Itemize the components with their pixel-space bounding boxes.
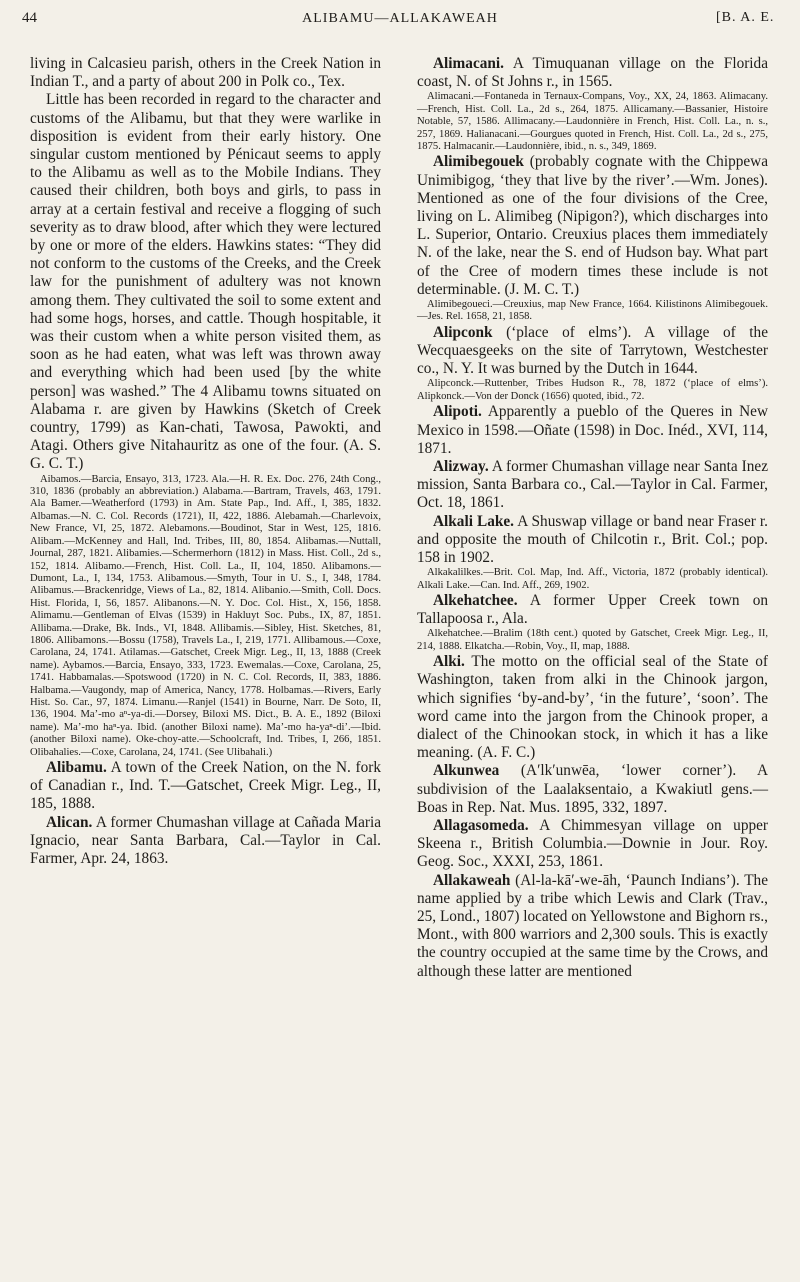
section-marker: [B. A. E. bbox=[716, 10, 775, 25]
entry-alizway bbox=[417, 458, 768, 513]
entry-head: Allagasomeda. bbox=[433, 816, 529, 834]
entry-alibamu bbox=[30, 759, 381, 814]
entry-head: Alipconk bbox=[433, 323, 493, 341]
entry-alimacani bbox=[417, 55, 768, 153]
entry-head: Alimibegouek bbox=[433, 153, 524, 171]
entry-text: Apparently a pueblo of the Queres in New Mexico in 1598.—Oñate (1598) in Doc. Inéd., XVI, 114, 1871. bbox=[417, 403, 768, 457]
entry-text: A town of the Creek Nation, on the N. fork of Canadian r., Ind. T.—Gatschet, Creek Migr. Leg., II, 185, 1888. bbox=[30, 759, 382, 813]
entry-allagasomeda bbox=[417, 817, 768, 872]
entry-text: (Al-la-kā′-we-āh, ‘Paunch Indians’). The name applied by a tribe which Lewis and Clark (Trav., 25, Lond., 1807) located on Yellowstone and Bighorn rs., Mont., with 800 warriors and 2,300 souls. This is exactly the country occupied at the same time by the Crows, and although these latter are mentioned bbox=[417, 871, 768, 980]
continuation-paragraph: living in Calcasieu parish, others in the Creek Nation in Indian T., and a party of about 200 in Polk co., Tex. bbox=[30, 55, 381, 91]
entry-citations: Alimibegoueci.—Creuxius, map New France, 1664. Kilistinons Alimibegouek.—Jes. Rel. 1658, 21, 1858. bbox=[417, 299, 768, 323]
entry-citations: Alkakalilkes.—Brit. Col. Map, Ind. Aff., Victoria, 1872 (probably identical). Alkali Lake.—Can. Ind. Aff., 269, 1902. bbox=[417, 567, 768, 591]
entry-head: Alki. bbox=[433, 653, 465, 671]
synonymy-citations: Aibamos.—Barcia, Ensayo, 313, 1723. Ala.—H. R. Ex. Doc. 276, 24th Cong., 310, 1836 (probably an abbreviation.) Alabama.—Bartram, Travels, 463, 1791. Ala Bamer.—Weatherford (1793) in Am. State Pap., Ind. Aff., I, 385, 1832. Albamas.—N. C. Col. Records (1721), II, 422, 1886. Alebamah.—Charlevoix, New France, VI, 25, 1872. Alebamons.—Boudinot, Star in West, 125, 1816. Alibam.—McKenney and Hall, Ind. Tribes, III, 80, 1854. Alibamas.—Nuttall, Journal, 287, 1821. Alibamies.—Schermerhorn (1812) in Mass. Hist. Coll., 2d s., 152, 1814. Alibamo.—French, Hist. Coll. La., II, 104, 1850. Alibamons.—Dumont, La., I, 134, 1753. Alibamous.—Smyth, Tour in U. S., I, 348, 1784. Alibamus.—Brackenridge, Views of La., 82, 1814. Alibanio.—Smith, Coll. Docs. Hist. Florida, I, 56, 1857. Alibanons.—N. Y. Doc. Col. Hist., X, 156, 1858. Alimamu.—Gentleman of Elvas (1539) in Hakluyt Soc. Pubs., IX, 87, 1851. Allibama.—Drake, Bk. Inds., VI, 1848. Allibamis.—Sibley, Hist. Sketches, 81, 1806. Allibamons.—Bossu (1758), Travels La., I, 219, 1771. Allibamous.—Coxe, Carolana, 24, 1741. Atilamas.—Gatschet, Creek Migr. Leg., II, 13, 1888 (Creek name). Aybamos.—Barcia, Ensayo, 333, 1723. Ewemalas.—Coxe, Carolana, 25, 1741. Habbamalas.—Spotswood (1720) in N. C. Col. Records, II, 383, 1886. Halbama.—Vaugondy, map of America, Nancy, 1778. Holbamas.—Rivers, Early Hist. So. Car., 97, 1874. Limanu.—Ranjel (1541) in Bourne, Narr. De Soto, II, 136, 1904. Ma’-mo aⁿ-ya-di.—Dorsey, Biloxi MS. Dict., B. A. E., 1892 (Biloxi name). Ma’-mo haⁿ-ya. Ibid. (another Biloxi name). Ma’-mo ha-yaⁿ-di’.—Ibid. (another Biloxi name). Oke-choy-atte.—Schoolcraft, Ind. Tribes, I, 266, 1851. Olibahalies.—Coxe, Carolana, 24, 1741. (See Ulibahali.) bbox=[30, 473, 381, 758]
entry-head: Alimacani. bbox=[433, 55, 504, 72]
entry-alipconk bbox=[417, 324, 768, 403]
entry-text: (A′lk′unwēa, ‘lower corner’). A subdivision of the Laalaksentaio, a Kwakiutl gens.—Boas in Rep. Nat. Mus. 1895, 332, 1897. bbox=[417, 762, 768, 816]
entry-head: Alican. bbox=[46, 813, 93, 831]
entry-head: Allakaweah bbox=[433, 871, 511, 889]
entry-text: (‘place of elms’). A village of the Wecquaesgeeks on the site of Tarrytown, Westchester co., N. Y. It was burned by the Dutch in 1644. bbox=[417, 323, 769, 378]
entry-head: Alkunwea bbox=[433, 762, 500, 780]
entry-citations: Alimacani.—Fontaneda in Ternaux-Compans, Voy., XX, 24, 1863. Alimacany.—French, Hist. Coll. La., 2d s., 264, 1875. Allicamany.—Bassanier, Histoire Notable, 57, 1586. Allimacany.—Laudonnière in French, Hist. Coll. La., n. s., 257, 1869. Halianacani.—Gourgues quoted in French, Hist. Coll. La., 2d s., 275, 1875. Halmacanir.—Laudonnière, ibid., n. s., 349, 1869. bbox=[417, 91, 768, 153]
entry-alkehatchee bbox=[417, 592, 768, 653]
entry-head: Alipoti. bbox=[433, 403, 482, 421]
entry-head: Alkali Lake. bbox=[433, 512, 515, 530]
entry-text: A former Chumashan village at Cañada Maria Ignacio, near Santa Barbara, Cal.—Taylor in Cal. Farmer, Apr. 24, 1863. bbox=[30, 813, 381, 868]
entry-text: A Shuswap village or band near Fraser r. and opposite the mouth of Chilcotin r., Brit. Col.; pop. 158 in 1902. bbox=[417, 512, 769, 566]
right-column bbox=[417, 55, 768, 981]
entry-alican bbox=[30, 814, 381, 869]
running-head: ALIBAMU—ALLAKAWEAH bbox=[302, 11, 498, 26]
entry-head: Alizway. bbox=[433, 457, 489, 475]
entry-text: A former Chumashan village near Santa Inez mission, Santa Barbara co., Cal.—Taylor in Cal. Farmer, Oct. 18, 1861. bbox=[417, 457, 768, 512]
entry-alimibegouek bbox=[417, 153, 768, 323]
entry-text: (probably cognate with the Chippewa Unimibigog, ‘they that live by the river’.—Wm. Jones). Mentioned as one of the four divisions of the Cree, living on L. Alimibeg (Nipigon?), which discharges into L. Superior, Ontario. Creuxius places them immediately N. of the lake, near the S. end of Hudson bay. What part of the Cree of modern times these include is not determinable. (J. M. C. T.) bbox=[417, 153, 768, 298]
customs-paragraph: Little has been recorded in regard to the character and customs of the Alibamu, but that they were warlike in disposition is evident from their early history. One singular custom mentioned by Pénicaut seems to apply to the Alibamu as well as to the Mobile Indians. They caused their children, both boys and girls, to pass in array at a certain festival and receive a flogging of such severity as to draw blood, after which they were lectured by one or more of the elders. Hawkins states: “They did not conform to the customs of the Creeks, and the Creek law for the punishment of adultery was not known among them. They cultivated the soil to some extent and had some hogs, horses, and cattle. Though hospitable, it was their custom when a white person visited them, as soon as he had eaten, what was left was thrown away and everything which had been used [by the white person] was washed.” The 4 Alibamu towns situated on Alabama r. are given by Hawkins (Sketch of Creek country, 1799) as Kan-chati, Tawosa, Pawokti, and Atagi. Others give Nitahauritz as one of the four. (A. S. G. C. T.) bbox=[30, 91, 381, 473]
entry-allakaweah bbox=[417, 872, 768, 981]
entry-text: A former Upper Creek town on Tallapoosa r., Ala. bbox=[417, 591, 768, 628]
page-number: 44 bbox=[22, 10, 37, 26]
entry-alki bbox=[417, 653, 768, 762]
entry-text: The motto on the official seal of the State of Washington, taken from alki in the Chinook jargon, which signifies ‘by-and-by’, ‘in the future’, ‘soon’. The word came into the jargon from the Chinook proper, a dialect of the Chinookan stock, in which it has a like meaning. (A. F. C.) bbox=[417, 653, 768, 762]
entry-head: Alibamu. bbox=[46, 759, 107, 777]
entry-head: Alkehatchee. bbox=[433, 591, 518, 609]
entry-text: A Chimmesyan village on upper Skeena r., British Columbia.—Downie in Jour. Roy. Geog. Soc., XXXI, 253, 1861. bbox=[417, 816, 768, 871]
entry-citations: Alipconck.—Ruttenber, Tribes Hudson R., 78, 1872 (‘place of elms’). Alipkonck.—Von der Donck (1656) quoted, ibid., 72. bbox=[417, 378, 768, 402]
entry-alipoti bbox=[417, 403, 768, 458]
entry-text: A Timuquanan village on the Florida coast, N. of St Johns r., in 1565. bbox=[417, 55, 768, 91]
entry-alkali-lake bbox=[417, 513, 768, 592]
left-column bbox=[30, 55, 381, 868]
entry-citations: Alkehatchee.—Bralim (18th cent.) quoted by Gatschet, Creek Migr. Leg., II, 214, 1888. Elkatcha.—Robin, Voy., II, map, 1888. bbox=[417, 628, 768, 652]
entry-alkunwea bbox=[417, 762, 768, 817]
